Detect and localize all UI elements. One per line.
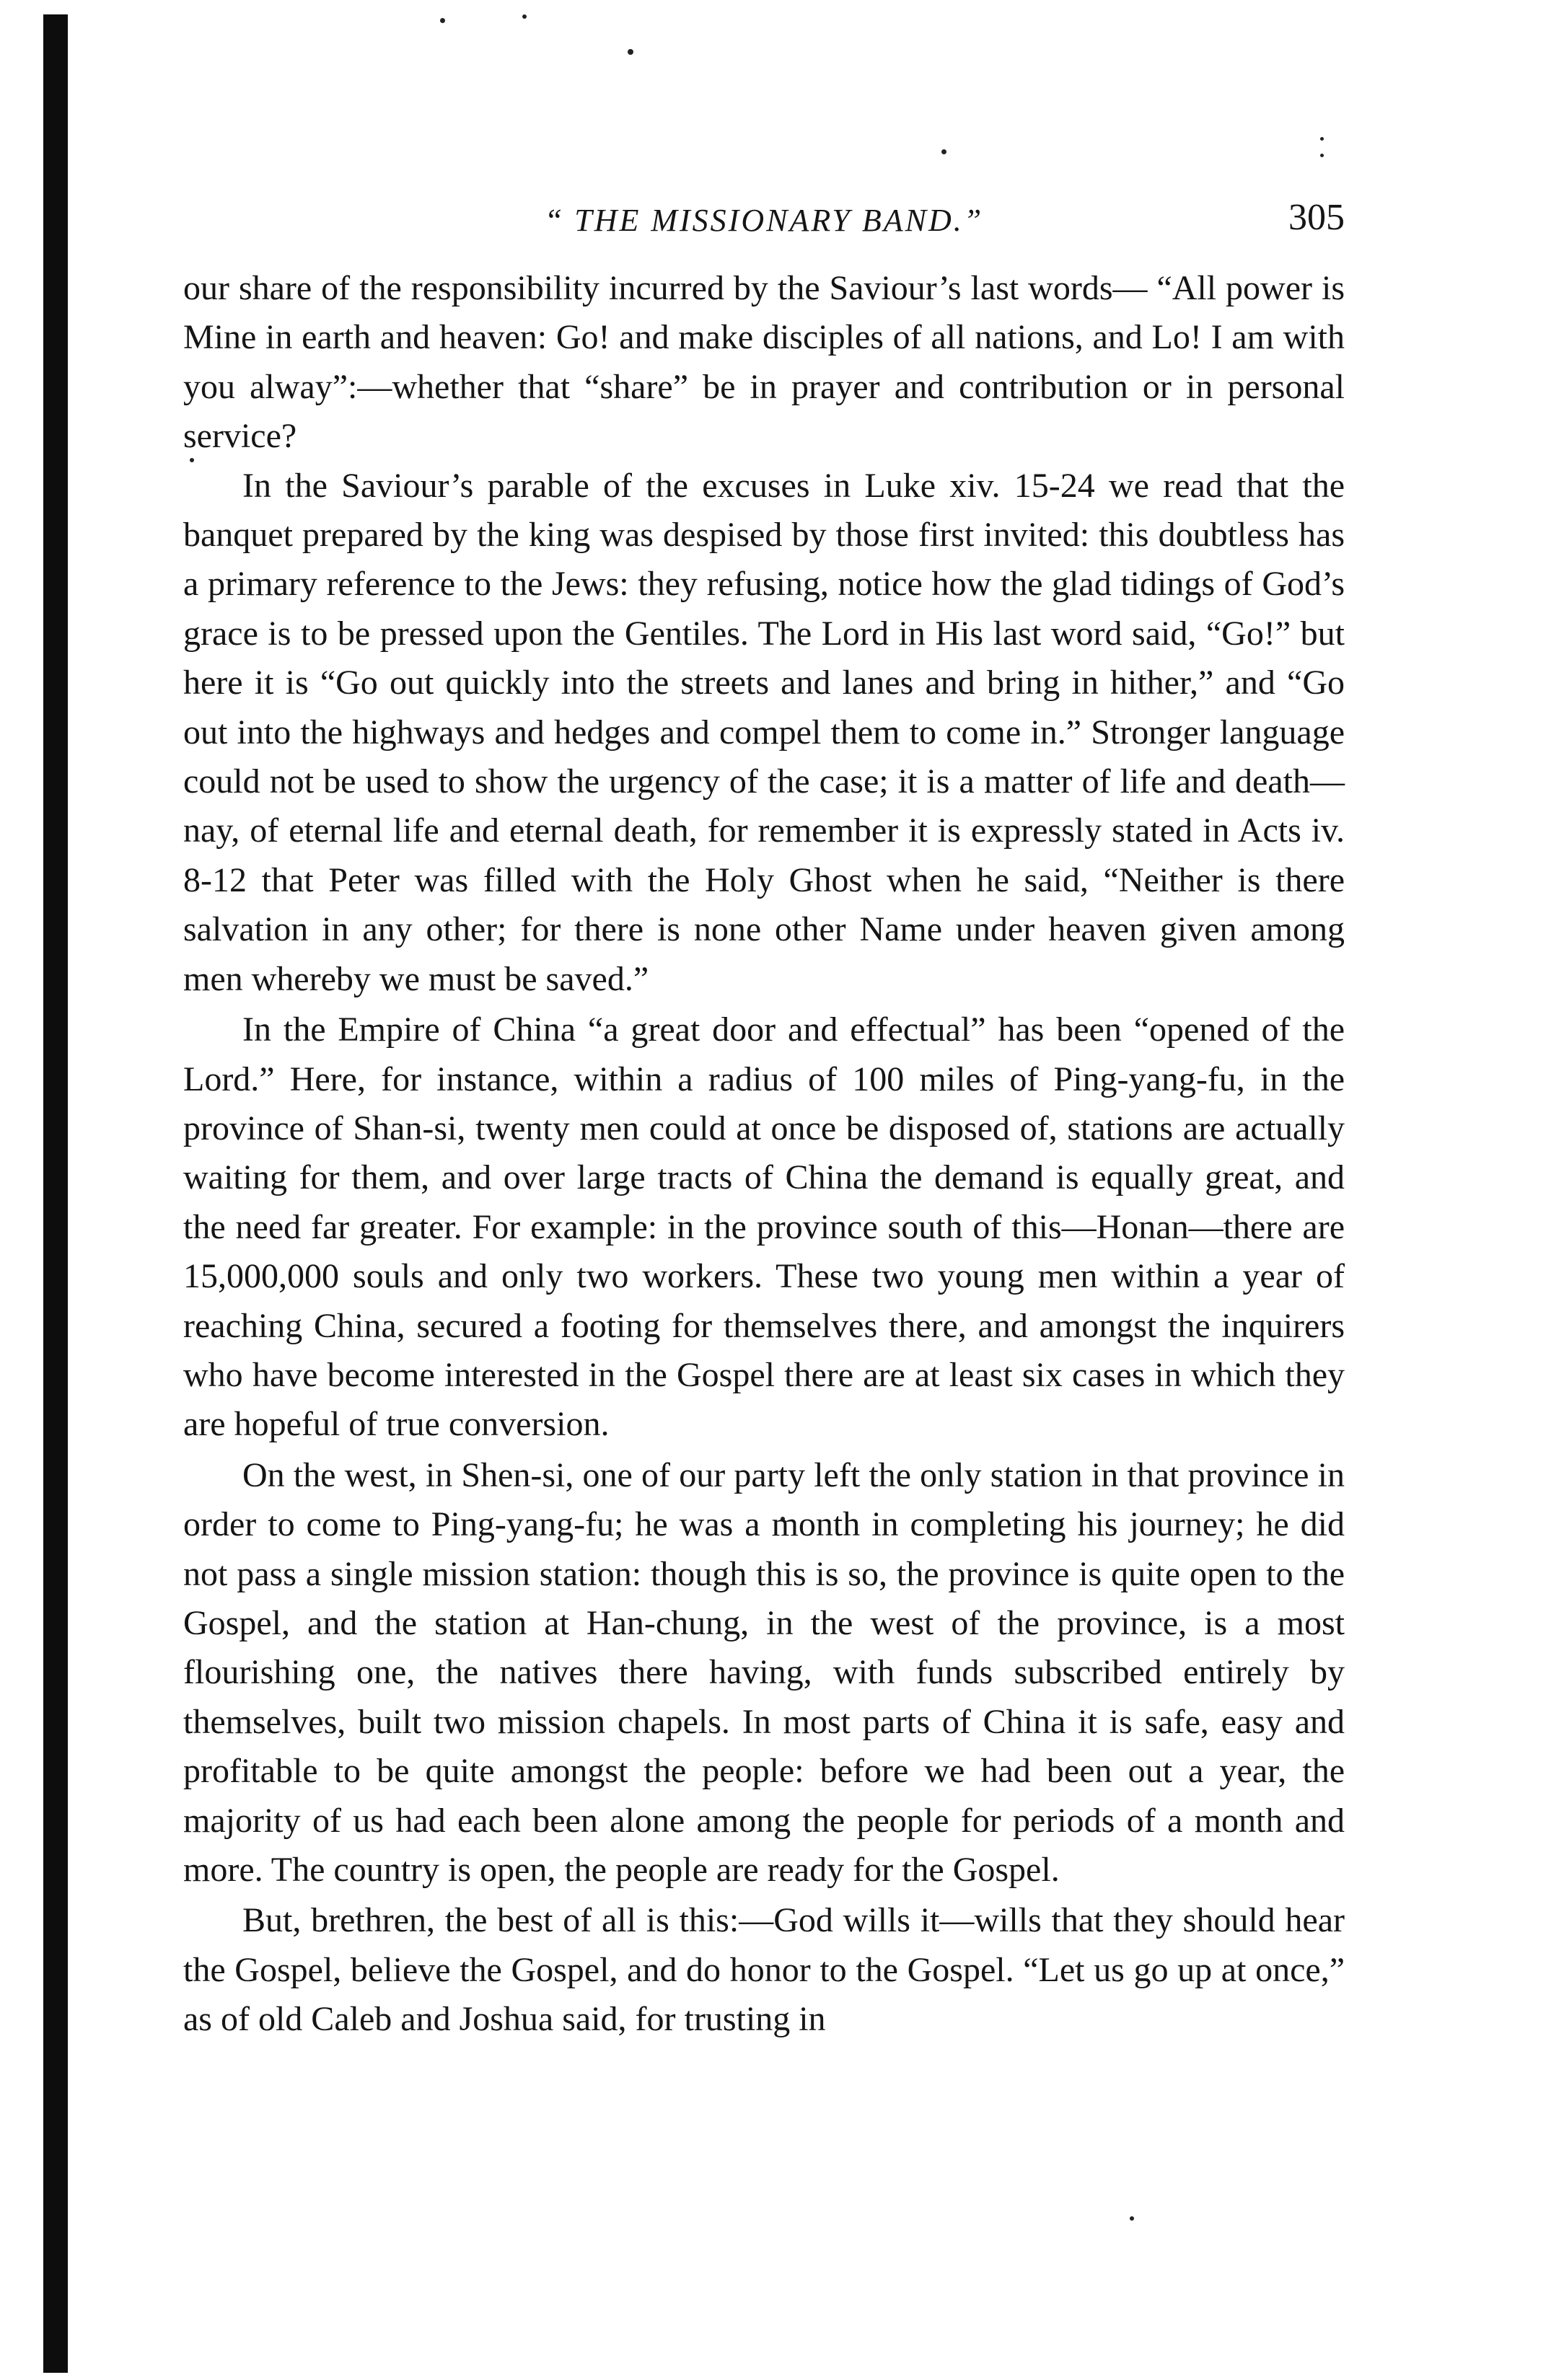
- paragraph-4: On the west, in Shen-si, one of our party left the only station in that province in order to come to Ping-yang-fu; he was a month in completing his journey; he did not pass a single mission station: though this is so, the province is quite open to the Gospel, and the station at Han-chung, in the west of the province, is a most flourishing one, the natives there having, with funds subscribed entirely by themselves, built two mission chapels. In most parts of China it is safe, easy and profitable to be quite amongst the people: before we had been out a year, the majority of us had each been alone among the people for periods of a month and more. The country is open, the people are ready for the Gospel.: [183, 1455, 1345, 1889]
- running-title: “ THE MISSIONARY BAND.”: [544, 203, 984, 238]
- scan-speck: [941, 149, 946, 154]
- page-header: [183, 196, 1345, 247]
- page-number: 305: [1288, 197, 1345, 238]
- paragraph-3: In the Empire of China “a great door and effectual” has been “opened of the Lord.” Here, for instance, within a radius of 100 miles of Ping-yang-fu, in the province of Shan-si, twenty men could at once be disposed of, stations are actually waiting for them, and over large tracts of China the demand is equally great, and the need far greater. For example: in the province south of this—Honan—there are 15,000,000 souls and only two workers. These two young men within a year of reaching China, secured a footing for themselves there, and amongst the inquirers who have become interested in the Gospel there are at least six cases in which they are hopeful of true conversion.: [183, 1010, 1345, 1444]
- scan-speck: [628, 49, 633, 55]
- paragraph-1: our share of the responsibility incurred by the Saviour’s last words— “All power is Mine in earth and heaven: Go! and make disciples of all nations, and Lo! I am with you alway”:—whether that “share” be in prayer and contribution or in personal service?: [183, 269, 1345, 456]
- scan-speck: [1320, 137, 1324, 141]
- paragraph-5: But, brethren, the best of all is this:—God wills it—wills that they should hear the Gospel, believe the Gospel, and do honor to the Gospel. “Let us go up at once,” as of old Caleb and Joshua said, for trusting in: [183, 1901, 1345, 2039]
- scan-speck: [522, 14, 527, 19]
- scan-speck: [1130, 2216, 1134, 2221]
- scan-speck: [440, 18, 445, 23]
- scan-speck: [1320, 154, 1324, 157]
- paragraph-2: In the Saviour’s parable of the excuses in Luke xiv. 15-24 we read that the banquet prepared by the king was despised by those first invited: this doubtless has a primary reference to the Jews: they refusing, notice how the glad tidings of God’s grace is to be pressed upon the Gentiles. The Lord in His last word said, “Go!” but here it is “Go out quickly into the streets and lanes and bring in hither,” and “Go out into the highways and hedges and compel them to come in.” Stronger language could not be used to show the urgency of the case; it is a matter of life and death—nay, of eternal life and eternal death, for remember it is expressly stated in Acts iv. 8-12 that Peter was filled with the Holy Ghost when he said, “Neither is there salvation in any other; for there is none other Name under heaven given among men whereby we must be saved.”: [183, 466, 1345, 998]
- body-text: [183, 264, 1345, 2045]
- scan-binding-edge: [43, 14, 68, 2373]
